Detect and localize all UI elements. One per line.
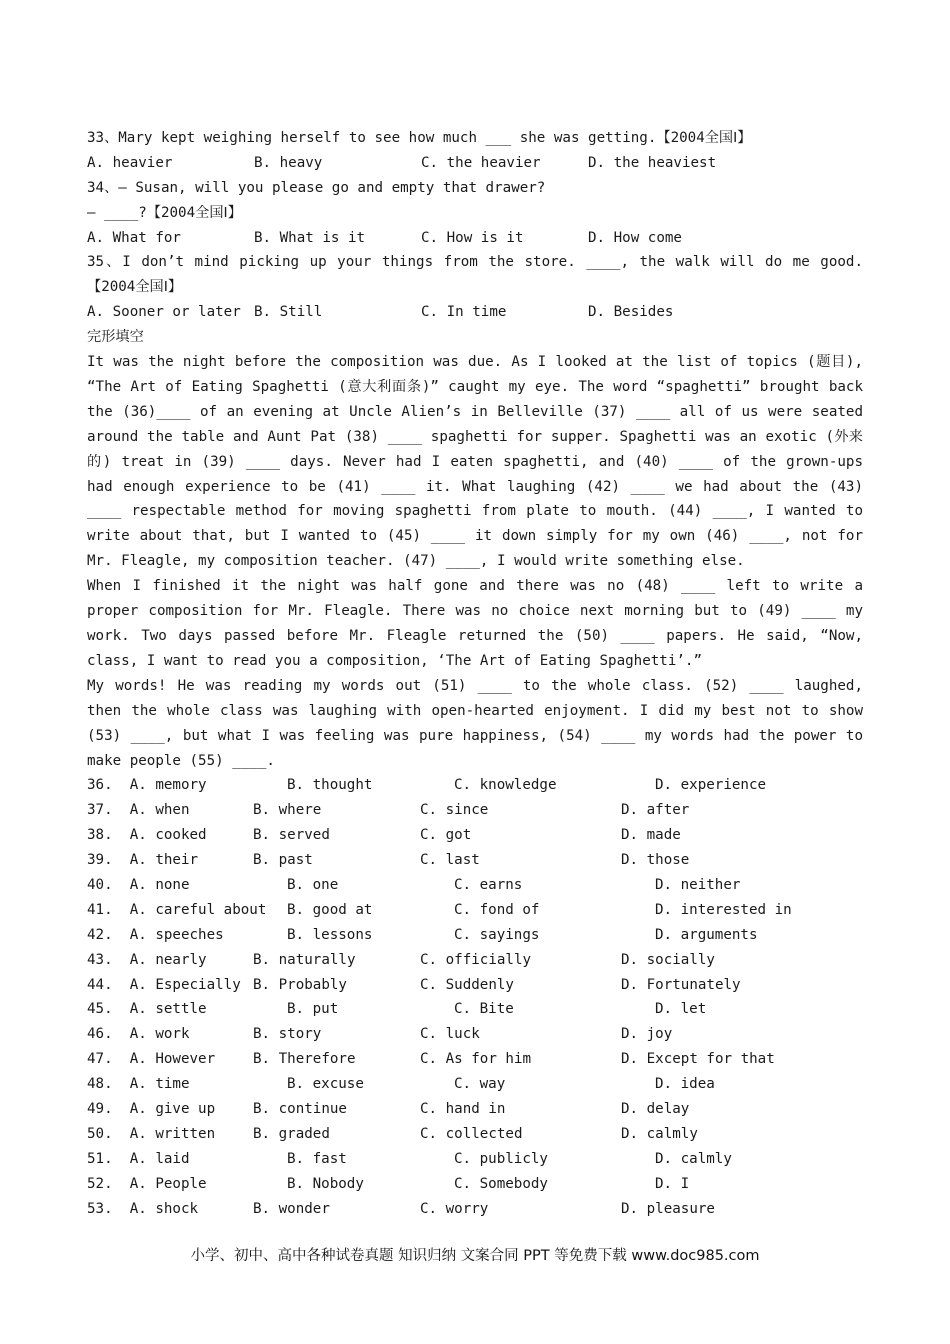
answer-option-c: C. sayings: [454, 926, 540, 943]
answer-number-a: 42. A. speeches: [87, 926, 224, 943]
option-c: C. In time: [421, 304, 507, 321]
answer-option-c: C. hand in: [420, 1101, 506, 1118]
answer-option-b: B. served: [253, 827, 330, 844]
answer-option-b: B. excuse: [287, 1076, 364, 1093]
answer-option-b: B. Probably: [253, 976, 347, 993]
option-a: A. What for: [87, 229, 181, 246]
answer-number-a: 38. A. cooked: [87, 827, 207, 844]
answer-number-a: 37. A. when: [87, 802, 190, 819]
answer-option-b: B. good at: [287, 901, 373, 918]
answer-row-52: [87, 1172, 863, 1197]
answer-number-a: 50. A. written: [87, 1125, 216, 1142]
answer-option-d: D. calmly: [621, 1125, 698, 1142]
answer-option-d: D. after: [621, 802, 690, 819]
answer-option-d: D. made: [621, 827, 681, 844]
answer-option-c: C. fond of: [454, 901, 540, 918]
answer-option-c: C. officially: [420, 951, 532, 968]
answer-option-d: D. delay: [621, 1101, 690, 1118]
answer-option-c: C. way: [454, 1076, 506, 1093]
answer-row-42: [87, 923, 863, 948]
question-35-stem: 35、I don’t mind picking up your things from the store. ____, the walk will do me good.【2004全国Ⅰ】: [87, 254, 863, 296]
answer-option-b: B. continue: [253, 1101, 347, 1118]
answer-option-b: B. Nobody: [287, 1175, 364, 1192]
answer-row-51: [87, 1147, 863, 1172]
answer-number-a: 48. A. time: [87, 1076, 190, 1093]
answer-option-d: D. let: [655, 1001, 707, 1018]
answer-option-c: C. Bite: [454, 1001, 514, 1018]
option-c: C. How is it: [421, 229, 524, 246]
answer-option-d: D. I: [655, 1175, 690, 1192]
passage-paragraph-2: When I finished it the night was half gone and there was no (48) ____ left to write a proper composition for Mr. Fleagle. There was no choice next morning but to (49) ____ my work. Two days passed before Mr. Fleagle returned the (50) ____ papers. He said, “Now, class, I want to read you a composition, ‘The Art of Eating Spaghetti’.”: [87, 578, 863, 669]
question-33-options: [87, 151, 863, 176]
option-a: A. heavier: [87, 154, 173, 171]
answer-option-d: D. Except for that: [621, 1051, 775, 1068]
answer-number-a: 39. A. their: [87, 852, 199, 869]
answer-row-38: [87, 823, 863, 848]
answer-row-50: [87, 1122, 863, 1147]
answer-number-a: 44. A. Especially: [87, 976, 241, 993]
answer-row-39: [87, 848, 863, 873]
question-34-reply: — ____?【2004全国Ⅰ】: [87, 204, 242, 221]
answer-number-a: 40. A. none: [87, 877, 190, 894]
answer-option-c: C. As for him: [420, 1051, 532, 1068]
option-d: D. Besides: [588, 304, 674, 321]
answer-number-a: 46. A. work: [87, 1026, 190, 1043]
answer-row-37: [87, 798, 863, 823]
answer-row-41: [87, 898, 863, 923]
answer-number-a: 51. A. laid: [87, 1150, 190, 1167]
answer-option-d: D. neither: [655, 877, 741, 894]
answer-option-b: B. lessons: [287, 926, 373, 943]
answer-option-d: D. interested in: [655, 901, 792, 918]
answer-option-d: D. Fortunately: [621, 976, 741, 993]
option-d: D. the heaviest: [588, 154, 717, 171]
exam-page: [87, 126, 863, 1221]
passage-paragraph-1: It was the night before the composition was due. As I looked at the list of topics (题目), “The Art of Eating Spaghetti (意大利面条)” caught my eye. The word “spaghetti” brought back the (36)____ of an evening at Uncle Alien’s in Belleville (37) ____ all of us were seated around the table and Aunt Pat (38) ____ spaghetti for supper. Spaghetti was an exotic (外来的) treat in (39) ____ days. Never had I eaten spaghetti, and (40) ____ of the grown-ups had enough experience to be (41) ____ it. What laughing (42) ____ we had about the (43) ____ respectable method for moving spaghetti from plate to mouth. (44) ____, I wanted to write about that, but I wanted to (45) ____ it down simply for my own (46) ____, not for Mr. Fleagle, my composition teacher. (47) ____, I would write something else.: [87, 354, 863, 570]
answer-option-d: D. idea: [655, 1076, 715, 1093]
question-35-options: [87, 300, 863, 325]
answer-option-b: B. put: [287, 1001, 339, 1018]
answer-option-c: C. Suddenly: [420, 976, 514, 993]
answer-option-d: D. calmly: [655, 1150, 732, 1167]
answer-option-c: C. luck: [420, 1026, 480, 1043]
option-b: B. What is it: [254, 229, 366, 246]
answer-row-46: [87, 1022, 863, 1047]
answer-number-a: 45. A. settle: [87, 1001, 207, 1018]
answer-number-a: 36. A. memory: [87, 777, 207, 794]
answer-option-d: D. those: [621, 852, 690, 869]
answer-row-47: [87, 1047, 863, 1072]
answer-option-b: B. wonder: [253, 1200, 330, 1217]
answer-option-d: D. arguments: [655, 926, 758, 943]
answer-option-c: C. collected: [420, 1125, 523, 1142]
option-a: A. Sooner or later: [87, 304, 241, 321]
answer-option-d: D. experience: [655, 777, 767, 794]
answer-row-36: [87, 773, 863, 798]
answer-option-c: C. since: [420, 802, 489, 819]
answer-number-a: 47. A. However: [87, 1051, 216, 1068]
answer-number-a: 52. A. People: [87, 1175, 207, 1192]
answer-option-b: B. thought: [287, 777, 373, 794]
answer-number-a: 41. A. careful about: [87, 901, 267, 918]
answer-option-c: C. earns: [454, 877, 523, 894]
answer-number-a: 43. A. nearly: [87, 951, 207, 968]
answer-option-b: B. past: [253, 852, 313, 869]
answer-option-d: D. socially: [621, 951, 715, 968]
answer-number-a: 49. A. give up: [87, 1101, 216, 1118]
option-b: B. heavy: [254, 154, 323, 171]
answer-number-a: 53. A. shock: [87, 1200, 199, 1217]
answer-option-c: C. publicly: [454, 1150, 548, 1167]
answer-option-d: D. pleasure: [621, 1200, 715, 1217]
page-footer: 小学、初中、高中各种试卷真题 知识归纳 文案合同 PPT 等免费下载 www.doc985.com: [190, 1248, 760, 1264]
question-34-options: [87, 226, 863, 251]
answer-option-b: B. graded: [253, 1125, 330, 1142]
answer-option-b: B. naturally: [253, 951, 356, 968]
answer-row-43: [87, 948, 863, 973]
option-c: C. the heavier: [421, 154, 541, 171]
answer-row-53: [87, 1197, 863, 1222]
answer-option-c: C. worry: [420, 1200, 489, 1217]
answer-option-d: D. joy: [621, 1026, 673, 1043]
section-title: 完形填空: [87, 329, 144, 346]
answer-option-c: C. Somebody: [454, 1175, 548, 1192]
answer-row-40: [87, 873, 863, 898]
question-33-stem: 33、Mary kept weighing herself to see how much ___ she was getting.【2004全国Ⅰ】: [87, 130, 752, 146]
answer-option-b: B. story: [253, 1026, 322, 1043]
question-34-stem: 34、— Susan, will you please go and empty that drawer?: [87, 179, 546, 196]
answer-option-b: B. fast: [287, 1150, 347, 1167]
answer-row-45: [87, 997, 863, 1022]
answer-row-49: [87, 1097, 863, 1122]
answer-option-c: C. got: [420, 827, 472, 844]
option-d: D. How come: [588, 229, 682, 246]
answer-option-c: C. knowledge: [454, 777, 557, 794]
answer-option-b: B. one: [287, 877, 339, 894]
answer-option-b: B. Therefore: [253, 1051, 356, 1068]
answer-row-44: [87, 973, 863, 998]
answer-option-c: C. last: [420, 852, 480, 869]
passage-paragraph-3: My words! He was reading my words out (51) ____ to the whole class. (52) ____ laughed, then the whole class was laughing with open-hearted enjoyment. I did my best not to show (53) ____, but what I was feeling was pure happiness, (54) ____ my words had the power to make people (55) ____.: [87, 677, 863, 769]
answer-option-b: B. where: [253, 802, 322, 819]
option-b: B. Still: [254, 304, 323, 321]
answer-row-48: [87, 1072, 863, 1097]
